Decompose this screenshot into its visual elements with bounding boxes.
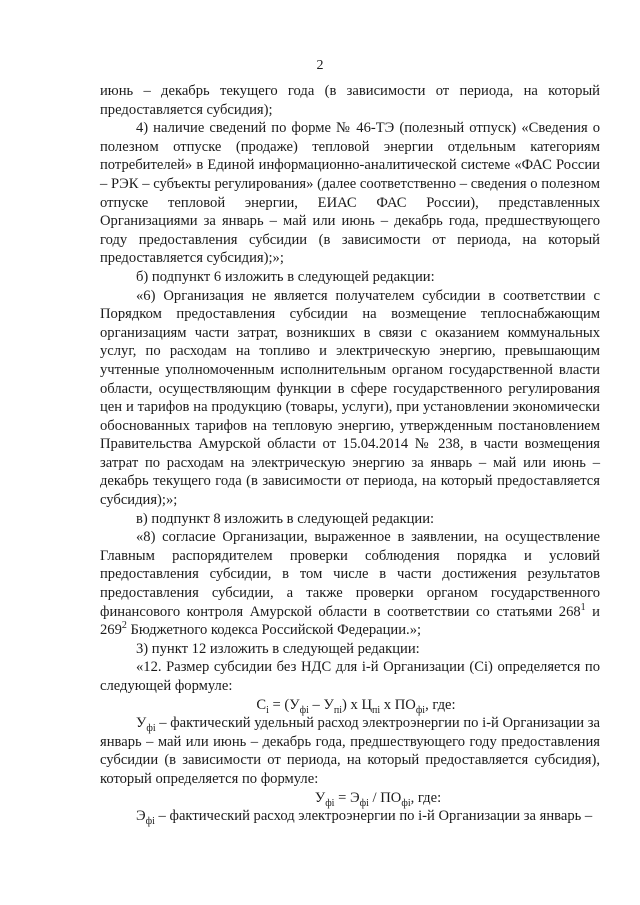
item-8-superscript-1: 1	[580, 601, 586, 613]
document-body	[100, 82, 600, 826]
definition-symbol: У	[136, 715, 147, 732]
formula-symbol: ) х Ц	[341, 696, 372, 713]
formula-tail: , где:	[425, 696, 456, 713]
formula-subscript: фi	[325, 797, 335, 809]
paragraph-continuation: июнь – декабрь текущего года (в зависимости от периода, на который предоставляется субсидия);	[100, 83, 600, 118]
formula-symbol: С	[256, 696, 267, 713]
item-8-text-b: и 269	[100, 603, 600, 639]
formula-symbol: = Э	[334, 789, 360, 806]
definition-text: – фактический удельный расход электроэнергии по i-й Организации за январь – май или июнь – декабрь года, предшествующего году предоставления субсидии (в зависимости от периода, на который предоставляется субсидия), который определяется по формуле:	[100, 715, 600, 787]
page-number: 2	[316, 58, 324, 73]
formula-symbol: – У	[308, 696, 334, 713]
formula-symbol: У	[314, 789, 326, 806]
formula-symbol: / ПО	[368, 789, 402, 806]
paragraph-item-8	[100, 528, 600, 640]
paragraph-item-12: «12. Размер субсидии без НДС для i-й Организации (Сi) определяется по следующей формуле:	[100, 659, 600, 694]
paragraph-item-3: 3) пункт 12 изложить в следующей редакции:	[136, 640, 420, 657]
paragraph-item-4: 4) наличие сведений по форме № 46-ТЭ (полезный отпуск) «Сведения о полезном отпуске (продаже) тепловой энергии отдельным категориям потребителей» в Единой информационно-аналитической системе «ФАС России – РЭК – субъекты регулирования» (далее соответственно – сведения о полезном отпуске тепловой энергии, ЕИАС ФАС России), представленных Организациями за январь – май или июнь – декабрь года, предшествующего году предоставления субсидии (в зависимости от периода, на который предоставляется субсидия);»;	[100, 120, 600, 267]
definition-subscript: фi	[145, 816, 155, 828]
formula-subscript: фi	[401, 797, 411, 809]
item-8-text-a: «8) согласие Организации, выраженное в заявлении, на осуществление Главным распорядителем проверки соблюдения порядка и условий предоставления субсидии, в том числе в части достижения результатов предоставления субсидии, а также проверки органом государственного финансового контроля Амурской области в соответствии со статьями 268	[100, 529, 600, 620]
formula-symbol: = (У	[268, 696, 300, 713]
formula-unit-consumption	[100, 789, 600, 808]
item-8-text-c: Бюджетного кодекса Российской Федерации.»;	[126, 622, 422, 639]
definition-e	[100, 807, 600, 826]
definition-symbol: Э	[136, 808, 146, 825]
formula-subscript: фi	[299, 704, 309, 716]
formula-subscript: фi	[359, 797, 369, 809]
paragraph-subitem-v: в) подпункт 8 изложить в следующей редакции:	[136, 510, 435, 527]
formula-tail: , где:	[410, 789, 442, 806]
formula-subscript: фi	[415, 704, 426, 716]
formula-subscript: i	[266, 704, 269, 716]
formula-symbol: х ПО	[380, 696, 416, 713]
definition-subscript: фi	[146, 723, 156, 735]
formula-subscript: пi	[371, 704, 381, 716]
formula-subscript: пi	[333, 704, 342, 716]
definition-text: – фактический расход электроэнергии по i-й Организации за январь –	[154, 808, 593, 825]
formula-subsidy	[100, 696, 600, 715]
item-8-superscript-2: 2	[121, 620, 127, 632]
definition-u	[100, 714, 600, 788]
paragraph-subitem-b: б) подпункт 6 изложить в следующей редакции:	[136, 268, 435, 285]
paragraph-item-6: «6) Организация не является получателем субсидии в соответствии с Порядком предоставления субсидии на возмещение теплоснабжающим организациям части затрат, возникших в связи с оказанием коммунальных услуг, по расходам на топливо и электрическую энергию, превышающим учтенные уполномоченным исполнительным органом государственной власти области, осуществляющим функции в сфере государственного регулирования цен и тарифов на продукцию (товары, услуги), при установлении экономически обоснованных тарифов на тепловую энергию, утвержденным постановлением Правительства Амурской области от 15.04.2014 № 238, в части возмещения затрат по расходам на электрическую энергию за январь – май или июнь – декабрь текущего года (в зависимости от периода, на который предоставляется субсидия);»;	[100, 287, 600, 509]
